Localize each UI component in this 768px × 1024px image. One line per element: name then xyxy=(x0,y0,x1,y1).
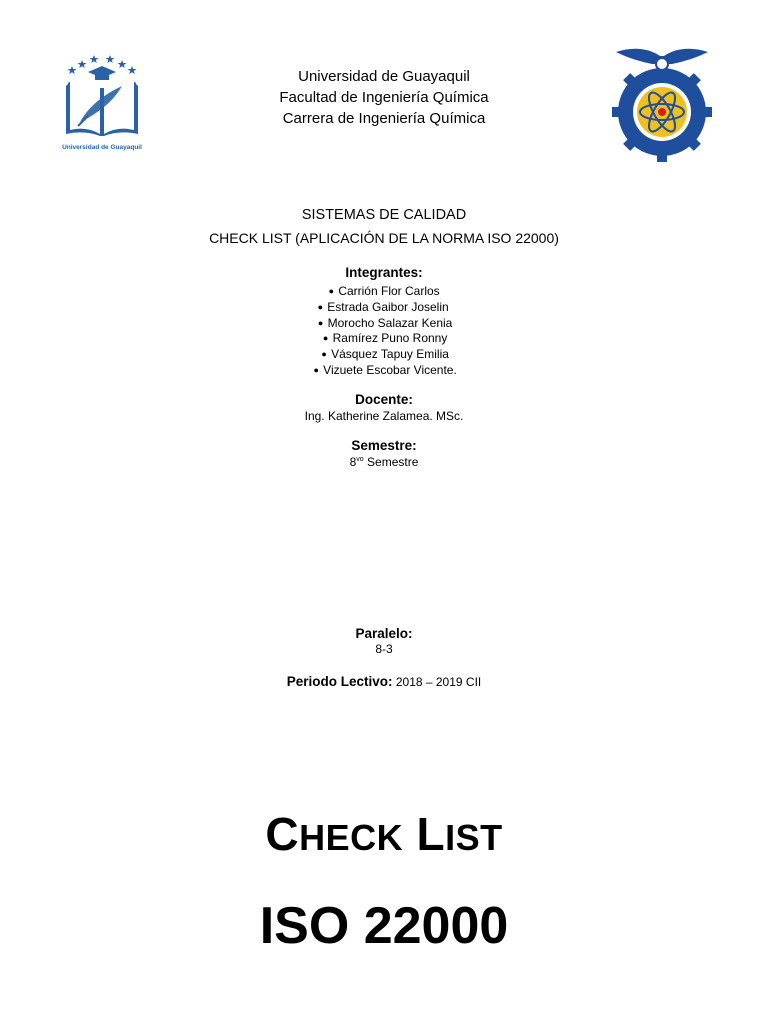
parallel-value: 8-3 xyxy=(375,642,393,656)
career-name: Carrera de Ingeniería Química xyxy=(282,110,486,127)
teacher-name: Ing. Katherine Zalamea. MSc. xyxy=(304,409,464,423)
member-item: ● Vizuete Escobar Vicente. xyxy=(313,362,457,377)
parallel-label: Paralelo: xyxy=(355,626,413,641)
document-title-line1 xyxy=(0,806,768,866)
semester-ordinal-suffix: vo xyxy=(356,456,364,463)
members-label: Integrantes: xyxy=(345,265,423,280)
member-item: ● Morocho Salazar Kenia xyxy=(317,315,453,330)
university-name: Universidad de Guayaquil xyxy=(298,68,470,85)
title-initial-c: C xyxy=(265,808,300,860)
period-value: 2018 – 2019 CII xyxy=(392,675,482,689)
semester-word: Semestre xyxy=(363,455,419,469)
title-word-heck: HECK xyxy=(299,817,404,858)
member-item: ● Ramírez Puno Ronny xyxy=(322,331,448,346)
member-item: ● Vásquez Tapuy Emilia xyxy=(321,347,449,362)
university-logo-caption: Universidad de Guayaquil xyxy=(62,144,142,151)
course-subtitle: CHECK LIST (APLICACIÓN DE LA NORMA ISO 22000) xyxy=(209,230,559,246)
title-initial-l: L xyxy=(416,808,446,860)
teacher-label: Docente: xyxy=(355,392,413,407)
member-item: ● Carrión Flor Carlos xyxy=(328,284,440,298)
members-list xyxy=(0,284,768,379)
semester-number: 8 xyxy=(349,455,357,469)
document-title-line2: ISO 22000 xyxy=(259,897,509,955)
semester-value xyxy=(0,455,768,469)
semester-label: Semestre: xyxy=(351,438,417,453)
faculty-name: Facultad de Ingeniería Química xyxy=(279,89,489,106)
member-item: ● Estrada Gaibor Joselin xyxy=(317,299,449,314)
academic-period xyxy=(0,673,768,691)
title-word-ist: IST xyxy=(445,817,503,858)
institution-header xyxy=(0,66,768,129)
course-title: SISTEMAS DE CALIDAD xyxy=(301,207,467,223)
period-label: Periodo Lectivo: xyxy=(286,674,393,689)
